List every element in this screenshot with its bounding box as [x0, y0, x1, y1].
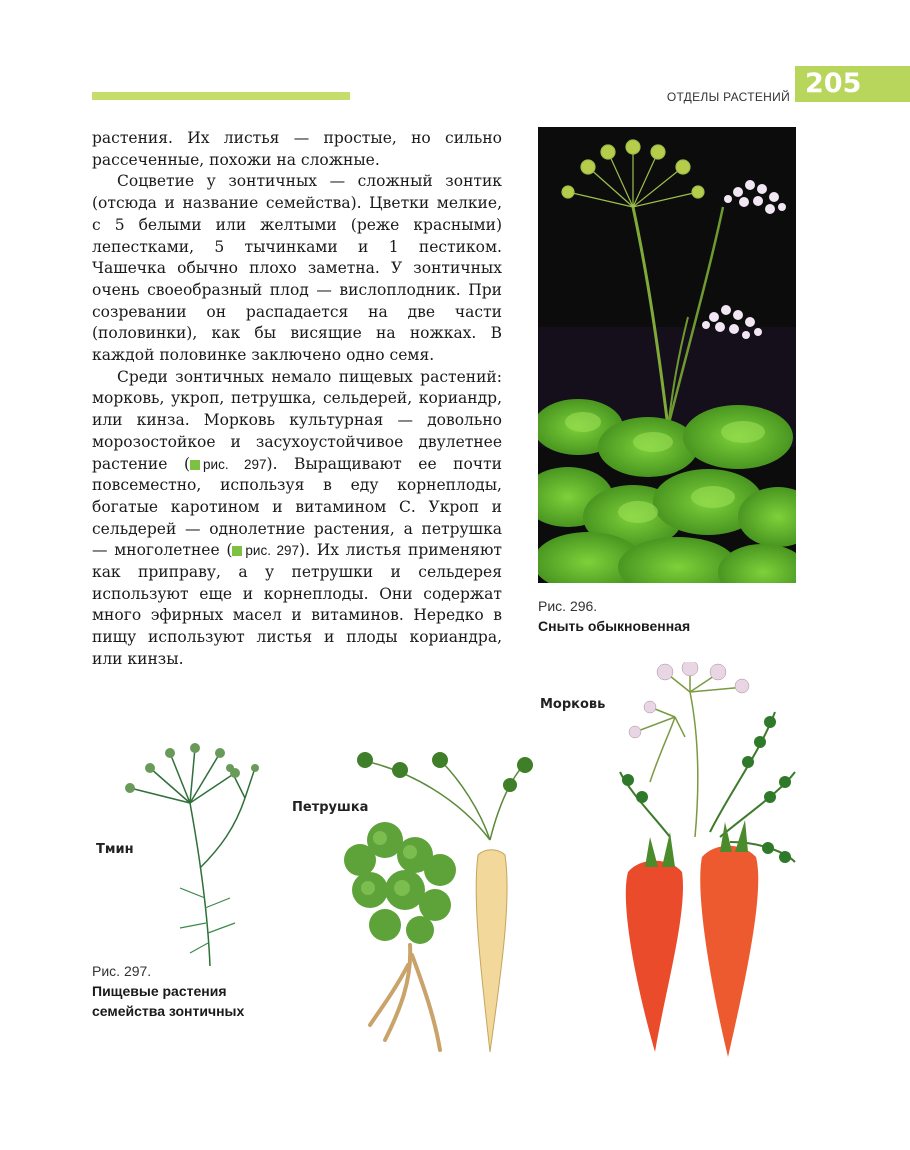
figure-296-title: Сныть обыкновенная [538, 618, 691, 634]
carrot-label: Морковь [540, 697, 606, 712]
caraway-illustration [120, 738, 260, 970]
parsley-illustration [340, 740, 540, 1058]
paragraph-3: Среди зонтичных немало пищевых растений: морковь, укроп, петрушка, сельдерей, кориандр, или кинза. Морковь культурная — довольно морозостойкое и засухоустойчивое двулетнее растение ( рис. 297). Выращивают ее почти повсеместно, используя в еду корнеплоды, богатые каротином и витамином С. Укроп и сельдерей — однолетние растения, а петрушка — многолетнее ( рис. 297). Их листья применяют как приправу, а у петрушки и сельдерея используют еще и корнеплоды. Они содержат много эфирных масел и витаминов. Нередко в пищу используют листья и плоды кориандра, или кинзы. [92, 367, 503, 668]
section-title: ОТДЕЛЫ РАСТЕНИЙ [666, 90, 790, 104]
parsley-label: Петрушка [292, 800, 369, 815]
figure-296-caption [538, 596, 690, 636]
goutweed-photo [538, 127, 796, 583]
paragraph-1: растения. Их листья — простые, но сильно рассеченные, похожи на сложные. [92, 129, 502, 169]
header-bar [92, 92, 350, 100]
caraway-label: Тмин [96, 842, 134, 857]
body-text [92, 128, 502, 671]
carrot-illustration [610, 662, 800, 1057]
figure-297-title-line2: семейства зонтичных [92, 1003, 245, 1019]
figure-297-caption [92, 961, 244, 1021]
figure-297-title-line1: Пищевые растения [92, 983, 227, 999]
ref-square-icon [190, 460, 200, 470]
figure-ref-297[interactable]: рис. 297 [190, 457, 266, 472]
figure-296-number: Рис. 296. [538, 598, 598, 614]
page-number: 205 [795, 66, 910, 102]
ref-square-icon [232, 546, 242, 556]
figure-297-number: Рис. 297. [92, 963, 152, 979]
figure-ref-297[interactable]: рис. 297 [232, 543, 299, 558]
paragraph-2: Соцветие у зонтичных — сложный зонтик (отсюда и название семейства). Цветки мелкие, с 5 белыми или желтыми (реже красными) лепестками, 5 тычинками и 1 пестиком. Чашечка обычно плохо заметна. У зонтичных очень своеобразный плод — вислоплодник. При созревании он распадается на две части (половинки), как бы висящие на ножках. В каждой половинке заключено одно семя. [92, 172, 502, 365]
